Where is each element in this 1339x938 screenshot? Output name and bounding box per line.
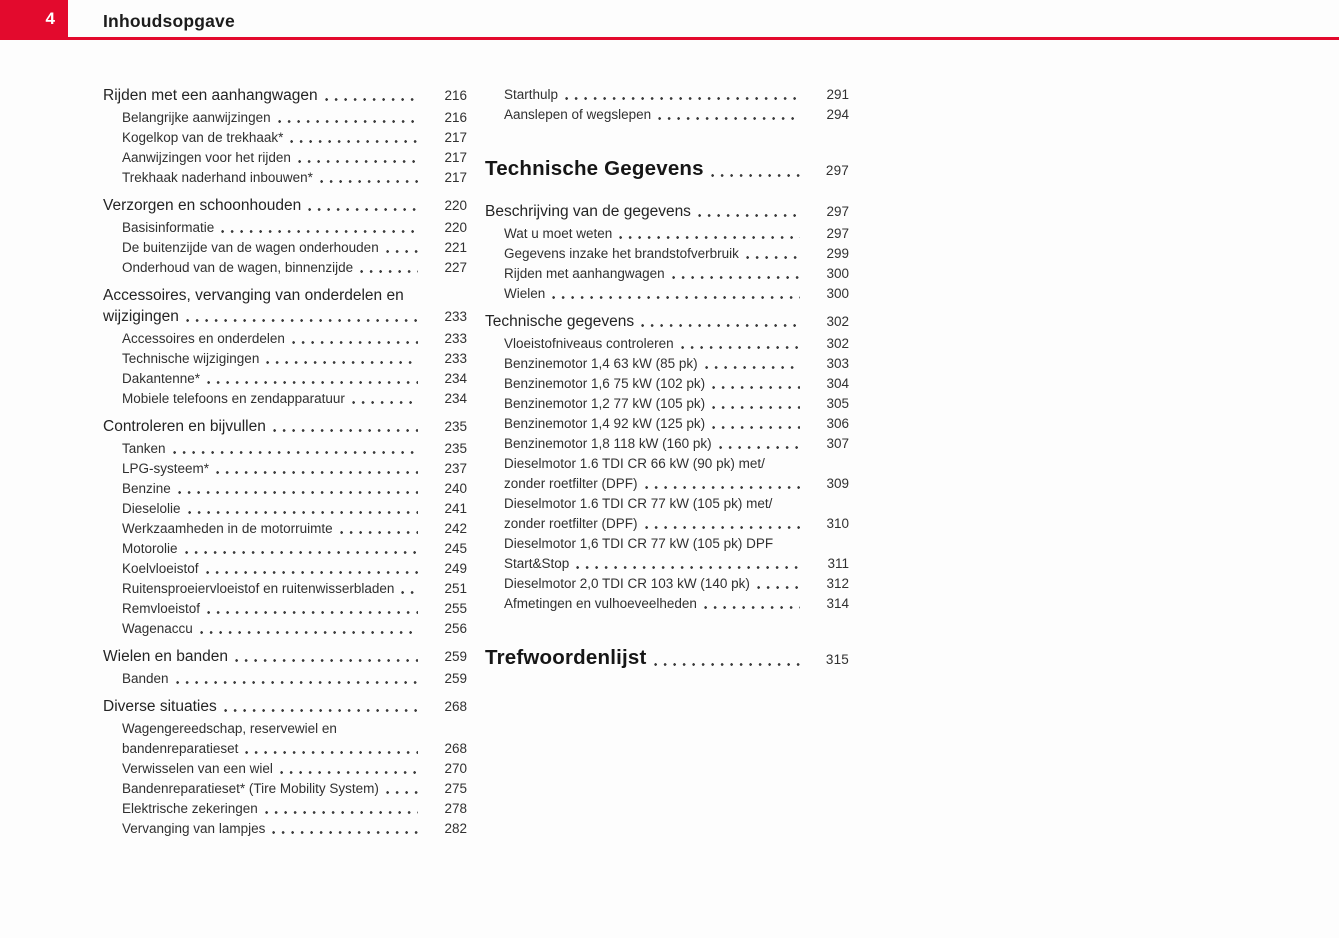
entry-label: Elektrische zekeringen: [122, 801, 258, 816]
toc-entry: [103, 285, 467, 327]
entry-page-number: 309: [826, 476, 849, 491]
toc-entry-row: [122, 258, 467, 278]
entry-page-number: 251: [444, 581, 467, 596]
toc-entry: [103, 619, 467, 639]
toc-entry: [103, 599, 467, 619]
toc-entry-row: [122, 128, 467, 148]
leader-dots: [308, 208, 418, 211]
toc-entry: [103, 819, 467, 839]
toc-entry: [103, 539, 467, 559]
entry-label: Banden: [122, 671, 169, 686]
toc-entry: [485, 594, 849, 614]
entry-page-number: 245: [444, 541, 467, 556]
leader-dots: [681, 346, 800, 349]
toc-entry: [103, 459, 467, 479]
toc-entry-row: [504, 474, 849, 494]
toc-entry-row: [504, 264, 849, 284]
leader-dots: [658, 117, 800, 120]
toc-entry: [103, 416, 467, 437]
entry-label: Beschrijving van de gegevens: [485, 203, 691, 220]
entry-page-number: 278: [444, 801, 467, 816]
toc-entry: [103, 329, 467, 349]
leader-dots: [401, 591, 418, 594]
toc-entry-row: [103, 285, 467, 306]
toc-entry: [103, 719, 467, 759]
toc-entry-row: [122, 669, 467, 689]
entry-label: Gegevens inzake het brandstofverbruik: [504, 246, 739, 261]
toc-entry-row: [122, 148, 467, 168]
toc-entry-row: [122, 349, 467, 369]
toc-entry-row: [122, 329, 467, 349]
toc-entry-row: [122, 389, 467, 409]
toc-entry-row: [122, 579, 467, 599]
leader-dots: [298, 160, 418, 163]
page-number-tab: [0, 0, 68, 38]
entry-page-number: 233: [444, 351, 467, 366]
toc-entry-row: [504, 594, 849, 614]
leader-dots: [265, 811, 418, 814]
toc-entry: [485, 414, 849, 434]
entry-label: Vloeistofniveaus controleren: [504, 336, 674, 351]
leader-dots: [719, 446, 800, 449]
toc-entry-row: [504, 554, 849, 574]
entry-label: Dieselmotor 1,6 TDI CR 77 kW (105 pk) DPF: [504, 536, 774, 551]
leader-dots: [641, 324, 800, 327]
entry-label: Mobiele telefoons en zendapparatuur: [122, 391, 345, 406]
entry-label: LPG-systeem*: [122, 461, 210, 476]
entry-page-number: 233: [444, 331, 467, 346]
entry-page-number: 297: [825, 163, 849, 178]
entry-label: Trekhaak naderhand inbouwen*: [122, 170, 313, 185]
entry-label: Benzinemotor 1,4 92 kW (125 pk): [504, 416, 706, 431]
toc-entry-row: [122, 369, 467, 389]
toc-entry-row: [122, 779, 467, 799]
entry-label: Motorolie: [122, 541, 178, 556]
entry-page-number: 259: [444, 649, 467, 664]
entry-label: Wielen: [504, 286, 546, 301]
toc-entry-row: [122, 108, 467, 128]
toc-entry-row: [504, 244, 849, 264]
toc-entry: [485, 244, 849, 264]
leader-dots: [619, 236, 800, 239]
toc-entry-row: [122, 218, 467, 238]
toc-entry: [103, 669, 467, 689]
leader-dots: [360, 270, 418, 273]
toc-entry: [103, 168, 467, 188]
leader-dots: [645, 486, 800, 489]
leader-dots: [705, 366, 800, 369]
leader-dots: [698, 214, 800, 217]
entry-page-number: 256: [444, 621, 467, 636]
entry-page-number: 255: [444, 601, 467, 616]
leader-dots: [280, 771, 418, 774]
toc-entry: [103, 439, 467, 459]
toc-entry: [485, 311, 849, 332]
toc-entry: [485, 354, 849, 374]
entry-label: Dieselmotor 1.6 TDI CR 77 kW (105 pk) met/: [504, 496, 773, 511]
leader-dots: [224, 709, 418, 712]
entry-label: Trefwoordenlijst: [485, 646, 647, 669]
toc-entry: [485, 334, 849, 354]
toc-entry-row: [122, 479, 467, 499]
entry-page-number: 268: [444, 741, 467, 756]
leader-dots: [386, 250, 418, 253]
toc-entry-row: [504, 284, 849, 304]
toc-entry-row: [122, 599, 467, 619]
toc-entry-row: [504, 85, 849, 105]
entry-label: Diverse situaties: [103, 698, 217, 715]
entry-page-number: 306: [826, 416, 849, 431]
entry-label: Wagengereedschap, reservewiel en: [122, 721, 337, 736]
toc-entry: [103, 108, 467, 128]
entry-page-number: 300: [826, 266, 849, 281]
entry-label: Vervanging van lampjes: [122, 821, 266, 836]
leader-dots: [757, 586, 800, 589]
leader-dots: [654, 663, 800, 666]
entry-page-number: 275: [444, 781, 467, 796]
toc-entry: [103, 559, 467, 579]
entry-label: Start&Stop: [504, 556, 570, 571]
leader-dots: [292, 341, 418, 344]
entry-label: Starthulp: [504, 87, 559, 102]
leader-dots: [176, 681, 418, 684]
toc-entry-row: [504, 454, 849, 474]
toc-entry: [485, 454, 849, 494]
toc-entry: [103, 349, 467, 369]
toc-entry: [485, 264, 849, 284]
toc-entry-row: [504, 394, 849, 414]
toc-entry: [485, 645, 849, 672]
entry-page-number: 217: [444, 170, 467, 185]
entry-label: Verzorgen en schoonhouden: [103, 197, 302, 214]
entry-label: Basisinformatie: [122, 220, 215, 235]
entry-page-number: 234: [444, 371, 467, 386]
entry-page-number: 307: [826, 436, 849, 451]
entry-page-number: 216: [444, 88, 467, 103]
toc-column-left: [103, 85, 467, 839]
entry-page-number: 249: [444, 561, 467, 576]
entry-label: Dakantenne*: [122, 371, 201, 386]
entry-page-number: 312: [826, 576, 849, 591]
entry-page-number: 297: [826, 204, 849, 219]
toc-entry-row: [485, 156, 849, 183]
leader-dots: [188, 511, 418, 514]
leader-dots: [272, 831, 418, 834]
leader-dots: [352, 401, 418, 404]
entry-page-number: 240: [444, 481, 467, 496]
toc-entry-row: [103, 306, 467, 327]
entry-label: Onderhoud van de wagen, binnenzijde: [122, 260, 354, 275]
entry-label: zonder roetfilter (DPF): [504, 516, 638, 531]
entry-label: Remvloeistof: [122, 601, 201, 616]
entry-label: Benzine: [122, 481, 171, 496]
entry-label: Benzinemotor 1,8 118 kW (160 pk): [504, 436, 712, 451]
toc-entry-row: [122, 168, 467, 188]
toc-entry: [485, 85, 849, 105]
toc-entry: [485, 434, 849, 454]
leader-dots: [278, 120, 418, 123]
entry-label: Dieselmotor 2,0 TDI CR 103 kW (140 pk): [504, 576, 750, 591]
entry-label: Dieselolie: [122, 501, 181, 516]
entry-page-number: 315: [825, 652, 849, 667]
entry-label: Belangrijke aanwijzingen: [122, 110, 271, 125]
entry-label: Werkzaamheden in de motorruimte: [122, 521, 333, 536]
entry-page-number: 297: [826, 226, 849, 241]
entry-label: Aanslepen of wegslepen: [504, 107, 652, 122]
leader-dots: [565, 97, 800, 100]
toc-entry-row: [504, 354, 849, 374]
entry-page-number: 299: [826, 246, 849, 261]
toc-column-right: [485, 85, 849, 683]
toc-entry-row: [122, 819, 467, 839]
entry-label: Rijden met aanhangwagen: [504, 266, 665, 281]
page-number: 4: [45, 9, 55, 28]
entry-label: Benzinemotor 1,2 77 kW (105 pk): [504, 396, 706, 411]
toc-entry: [103, 369, 467, 389]
entry-page-number: 235: [444, 441, 467, 456]
leader-dots: [746, 256, 800, 259]
toc-entry: [103, 799, 467, 819]
toc-entry-row: [504, 514, 849, 534]
entry-label: zonder roetfilter (DPF): [504, 476, 638, 491]
entry-label: Accessoires en onderdelen: [122, 331, 285, 346]
leader-dots: [186, 319, 418, 322]
entry-label: Aanwijzingen voor het rijden: [122, 150, 291, 165]
toc-entry: [103, 85, 467, 106]
toc-entry-row: [485, 645, 849, 672]
entry-page-number: 300: [826, 286, 849, 301]
entry-page-number: 304: [826, 376, 849, 391]
entry-page-number: 282: [444, 821, 467, 836]
toc-entry: [103, 479, 467, 499]
entry-page-number: 234: [444, 391, 467, 406]
leader-dots: [320, 180, 418, 183]
entry-page-number: 217: [444, 130, 467, 145]
leader-dots: [552, 296, 800, 299]
toc-entry-row: [504, 414, 849, 434]
entry-page-number: 302: [826, 314, 849, 329]
entry-label: Rijden met een aanhangwagen: [103, 87, 318, 104]
toc-entry: [485, 156, 849, 183]
toc-entry: [485, 284, 849, 304]
leader-dots: [221, 230, 418, 233]
toc-entry-row: [485, 311, 849, 332]
entry-page-number: 294: [826, 107, 849, 122]
leader-dots: [216, 471, 418, 474]
leader-dots: [711, 174, 800, 177]
toc-entry: [103, 238, 467, 258]
toc-entry-row: [504, 224, 849, 244]
toc-entry-row: [122, 799, 467, 819]
leader-dots: [672, 276, 800, 279]
leader-dots: [206, 571, 418, 574]
entry-page-number: 220: [444, 220, 467, 235]
entry-page-number: 259: [444, 671, 467, 686]
entry-label: Bandenreparatieset* (Tire Mobility System): [122, 781, 379, 796]
entry-label: Benzinemotor 1,6 75 kW (102 pk): [504, 376, 706, 391]
leader-dots: [290, 140, 418, 143]
page-title: Inhoudsopgave: [103, 11, 235, 31]
entry-label: Afmetingen en vulhoeveelheden: [504, 596, 697, 611]
toc-entry: [485, 105, 849, 125]
toc-entry-row: [103, 85, 467, 106]
entry-label: wijzigingen: [103, 308, 179, 325]
entry-page-number: 221: [444, 240, 467, 255]
leader-dots: [340, 531, 418, 534]
toc-entry-row: [504, 374, 849, 394]
leader-dots: [712, 406, 800, 409]
header-rule: [0, 37, 1339, 40]
entry-page-number: 314: [826, 596, 849, 611]
leader-dots: [207, 381, 418, 384]
entry-label: Wagenaccu: [122, 621, 193, 636]
entry-label: Tanken: [122, 441, 166, 456]
entry-page-number: 235: [444, 419, 467, 434]
toc-entry: [485, 374, 849, 394]
entry-label: Controleren en bijvullen: [103, 418, 266, 435]
toc-entry-row: [103, 195, 467, 216]
leader-dots: [200, 631, 418, 634]
entry-page-number: 220: [444, 198, 467, 213]
entry-page-number: 305: [826, 396, 849, 411]
leader-dots: [266, 361, 418, 364]
entry-page-number: 241: [444, 501, 467, 516]
toc-entry-row: [122, 739, 467, 759]
toc-entry-row: [504, 534, 849, 554]
entry-label: Accessoires, vervanging van onderdelen en: [103, 287, 404, 304]
toc-entry-row: [122, 759, 467, 779]
toc-entry-row: [103, 416, 467, 437]
entry-page-number: 291: [826, 87, 849, 102]
leader-dots: [704, 606, 800, 609]
toc-entry-row: [122, 539, 467, 559]
leader-dots: [645, 526, 800, 529]
leader-dots: [273, 429, 418, 432]
toc-entry: [103, 759, 467, 779]
leader-dots: [245, 751, 418, 754]
entry-label: Dieselmotor 1.6 TDI CR 66 kW (90 pk) met/: [504, 456, 765, 471]
entry-label: De buitenzijde van de wagen onderhouden: [122, 240, 379, 255]
entry-page-number: 237: [444, 461, 467, 476]
leader-dots: [173, 451, 418, 454]
entry-page-number: 270: [444, 761, 467, 776]
entry-label: bandenreparatieset: [122, 741, 239, 756]
entry-page-number: 302: [826, 336, 849, 351]
entry-label: Wielen en banden: [103, 648, 228, 665]
leader-dots: [386, 791, 418, 794]
toc-entry: [485, 494, 849, 534]
entry-page-number: 216: [444, 110, 467, 125]
leader-dots: [325, 98, 418, 101]
leader-dots: [185, 551, 418, 554]
entry-page-number: 311: [827, 556, 849, 571]
toc-entry-row: [122, 499, 467, 519]
toc-entry: [103, 499, 467, 519]
entry-page-number: 233: [444, 309, 467, 324]
toc-entry: [103, 218, 467, 238]
leader-dots: [712, 386, 800, 389]
toc-entry-row: [122, 719, 467, 739]
toc-entry: [103, 128, 467, 148]
entry-label: Koelvloeistof: [122, 561, 199, 576]
toc-entry: [103, 519, 467, 539]
toc-entry: [485, 534, 849, 574]
toc-entry: [485, 574, 849, 594]
entry-page-number: 268: [444, 699, 467, 714]
entry-label: Technische wijzigingen: [122, 351, 260, 366]
toc-entry: [103, 579, 467, 599]
toc-entry: [485, 224, 849, 244]
entry-label: Ruitensproeiervloeistof en ruitenwisserbladen: [122, 581, 395, 596]
toc-entry-row: [103, 646, 467, 667]
toc-entry: [103, 646, 467, 667]
entry-label: Wat u moet weten: [504, 226, 613, 241]
toc-entry-row: [122, 459, 467, 479]
entry-label: Kogelkop van de trekhaak*: [122, 130, 284, 145]
toc-entry-row: [103, 696, 467, 717]
leader-dots: [576, 566, 800, 569]
entry-page-number: 310: [826, 516, 849, 531]
toc-entry-row: [504, 494, 849, 514]
toc-entry: [103, 258, 467, 278]
toc-entry-row: [122, 238, 467, 258]
toc-entry: [103, 148, 467, 168]
entry-page-number: 303: [826, 356, 849, 371]
leader-dots: [178, 491, 418, 494]
toc-entry: [103, 779, 467, 799]
toc-entry-row: [122, 439, 467, 459]
toc-entry: [103, 696, 467, 717]
toc-entry-row: [122, 519, 467, 539]
entry-page-number: 227: [444, 260, 467, 275]
toc-entry: [485, 394, 849, 414]
toc-entry-row: [504, 574, 849, 594]
entry-label: Technische gegevens: [485, 313, 635, 330]
toc-entry-row: [504, 334, 849, 354]
toc-entry: [103, 195, 467, 216]
toc-entry-row: [122, 619, 467, 639]
leader-dots: [207, 611, 418, 614]
toc-entry-row: [504, 434, 849, 454]
entry-label: Verwisselen van een wiel: [122, 761, 273, 776]
toc-entry-row: [122, 559, 467, 579]
toc-entry: [485, 201, 849, 222]
toc-entry: [103, 389, 467, 409]
toc-entry-row: [485, 201, 849, 222]
entry-page-number: 217: [444, 150, 467, 165]
toc-entry-row: [504, 105, 849, 125]
entry-page-number: 242: [444, 521, 467, 536]
leader-dots: [235, 659, 418, 662]
entry-label: Technische Gegevens: [485, 157, 704, 180]
leader-dots: [712, 426, 800, 429]
entry-label: Benzinemotor 1,4 63 kW (85 pk): [504, 356, 698, 371]
